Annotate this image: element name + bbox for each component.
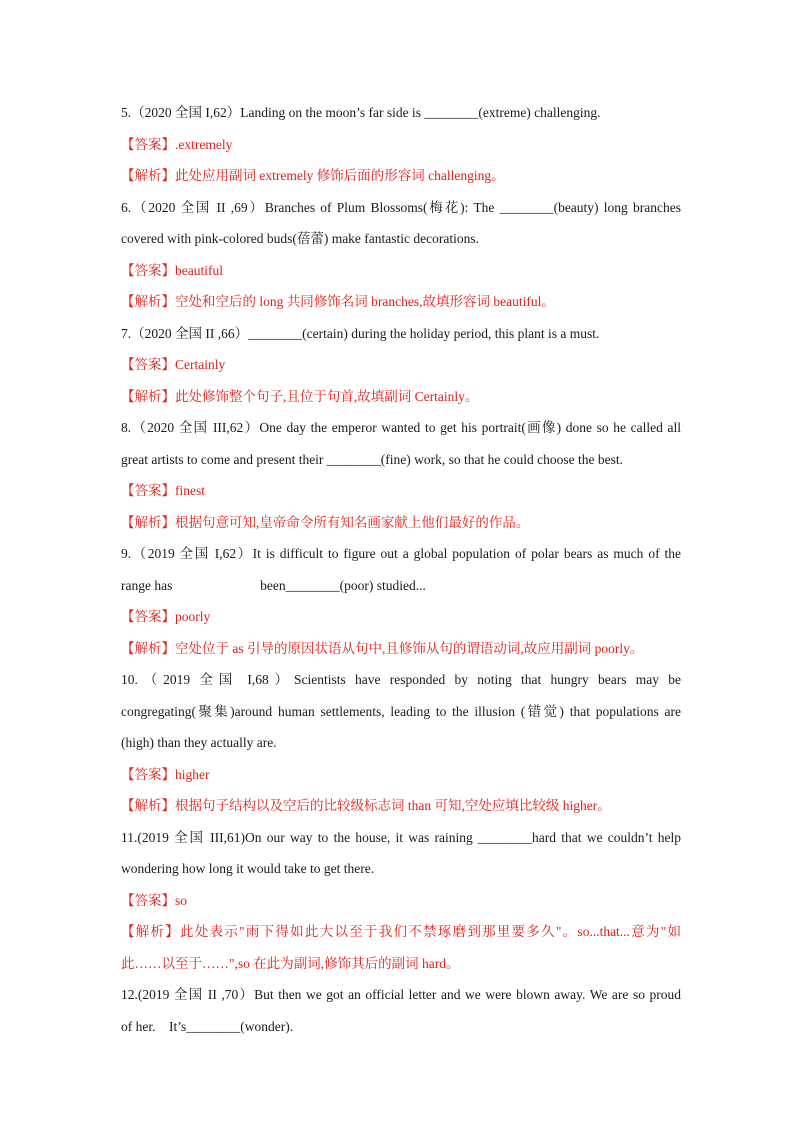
analysis-7-line-1: 【解析】此处修饰整个句子,且位于句首,故填副词 Certainly。 <box>121 389 479 404</box>
question-5-line-1: 5.（2020 全国 I,62）Landing on the moon’s far side is ________(extreme) challenging. <box>121 105 601 120</box>
question-8-line-2: great artists to come and present their ________(fine) work, so that he could choose the best. <box>121 452 623 467</box>
answer-11: 【答案】so <box>121 893 188 908</box>
answer-10: 【答案】higher <box>121 767 210 782</box>
analysis-11-line-2: 此……以至于……",so 在此为副词,修饰其后的副词 hard。 <box>121 956 460 971</box>
question-10-line-2: congregating(聚集)around human settlements, leading to the illusion (错觉) that populations are <box>121 704 681 719</box>
analysis-6-line-1: 【解析】空处和空后的 long 共同修饰名词 branches,故填形容词 beautiful。 <box>121 294 555 309</box>
answer-8: 【答案】finest <box>121 483 205 498</box>
question-8-line-1: 8.（2020 全国 III,62）One day the emperor wanted to get his portrait(画像) done so he called all <box>121 420 681 435</box>
question-9-line-2: range has been________(poor) studied... <box>121 578 426 593</box>
question-11-line-1: 11.(2019 全国 III,61)On our way to the house, it was raining ________hard that we couldn’t help <box>121 830 681 845</box>
analysis-5-line-1: 【解析】此处应用副词 extremely 修饰后面的形容词 challenging。 <box>121 168 505 183</box>
analysis-10-line-1: 【解析】根据句子结构以及空后的比较级标志词 than 可知,空处应填比较级 higher。 <box>121 798 611 813</box>
question-10-line-3: (high) than they actually are. <box>121 735 277 750</box>
question-12-line-1: 12.(2019 全国 II ,70）But then we got an official letter and we were blown away. We are so proud <box>121 987 681 1002</box>
analysis-9-line-1: 【解析】空处位于 as 引导的原因状语从句中,且修饰从句的谓语动词,故应用副词 poorly。 <box>121 641 644 656</box>
answer-9: 【答案】poorly <box>121 609 211 624</box>
question-7-line-1: 7.（2020 全国 II ,66）________(certain) during the holiday period, this plant is a must. <box>121 326 600 341</box>
question-10-line-1: 10.（2019 全国 I,68）Scientists have responded by noting that hungry bears may be <box>121 672 681 687</box>
question-6-line-2: covered with pink-colored buds(蓓蕾) make fantastic decorations. <box>121 231 480 246</box>
question-12-line-2: of her. It’s________(wonder). <box>121 1019 294 1034</box>
answer-6: 【答案】beautiful <box>121 263 223 278</box>
analysis-8-line-1: 【解析】根据句意可知,皇帝命令所有知名画家献上他们最好的作品。 <box>121 515 530 530</box>
question-9-line-1: 9.（2019 全国 I,62）It is difficult to figure out a global population of polar bears as much of the <box>121 546 681 561</box>
answer-7: 【答案】Certainly <box>121 357 226 372</box>
answer-5: 【答案】.extremely <box>121 137 233 152</box>
question-6-line-1: 6.（2020 全国 II ,69）Branches of Plum Blossoms(梅花): The ________(beauty) long branches <box>121 200 681 215</box>
question-11-line-2: wondering how long it would take to get there. <box>121 861 375 876</box>
analysis-11-line-1: 【解析】此处表示"雨下得如此大以至于我们不禁琢磨到那里要多久"。so...that...意为"如 <box>121 924 681 939</box>
